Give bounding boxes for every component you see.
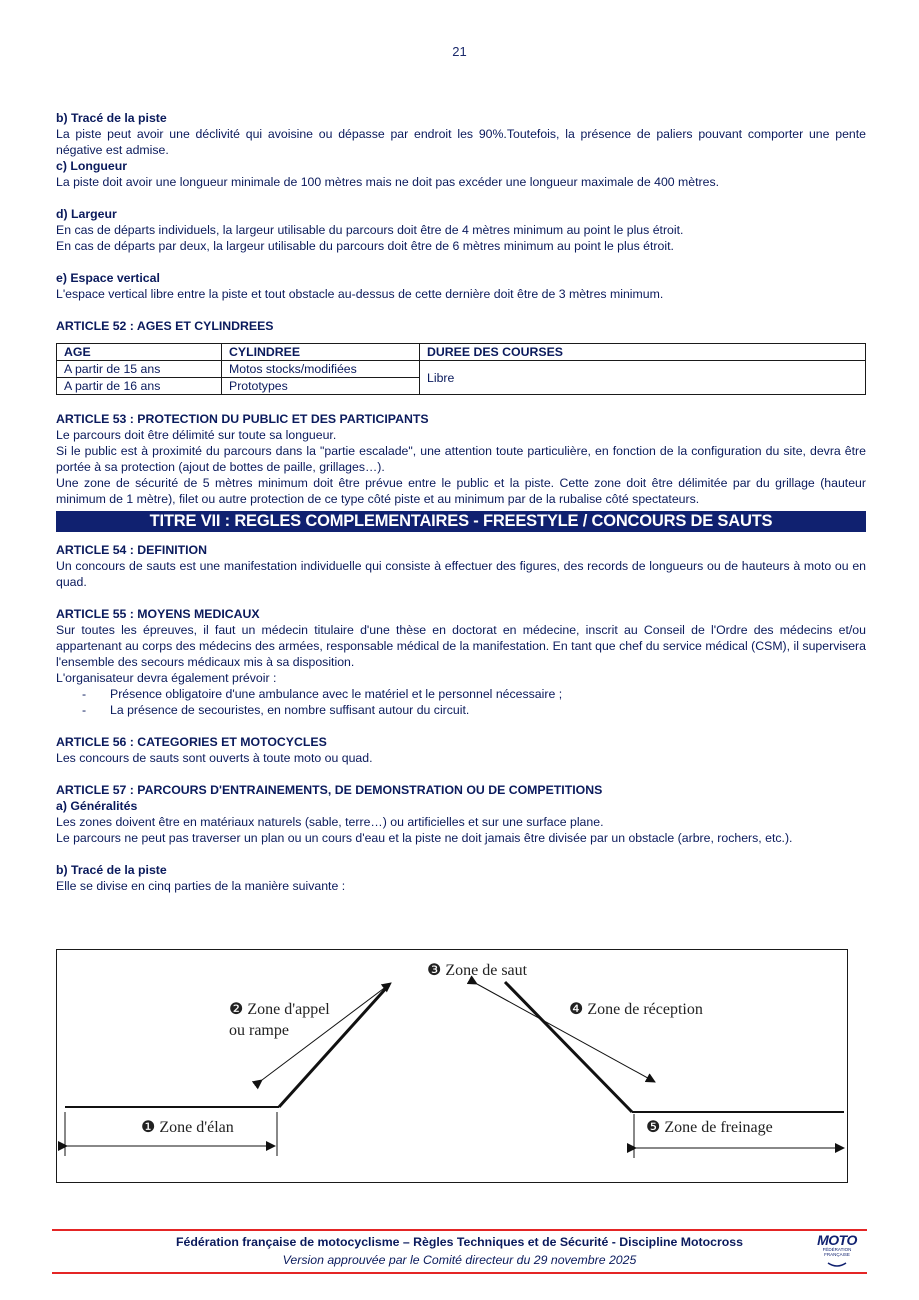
- paragraph: Les concours de sauts sont ouverts à toute moto ou quad.: [56, 751, 373, 765]
- paragraph: La piste doit avoir une longueur minimale de 100 mètres mais ne doit pas excéder une longueur maximale de 400 mètres.: [56, 175, 720, 189]
- table-cell: Prototypes: [222, 378, 420, 395]
- zone1-label: ❶ Zone d'élan: [141, 1119, 234, 1136]
- title-banner: TITRE VII : REGLES COMPLEMENTAIRES - FREESTYLE / CONCOURS DE SAUTS: [56, 511, 866, 532]
- bullet-list: [56, 686, 866, 718]
- column-header-duree: DUREE DES COURSES: [420, 344, 866, 361]
- paragraph: Le parcours ne peut pas traverser un plan ou un cours d'eau et la piste ne doit jamais être divisée par un obstacle (arbre, rochers, etc.).: [56, 831, 793, 845]
- article-heading: ARTICLE 57 : PARCOURS D'ENTRAINEMENTS, DE DEMONSTRATION OU DE COMPETITIONS: [56, 783, 603, 797]
- zone2-label: ❷ Zone d'appel: [229, 1001, 330, 1018]
- list-item: - La présence de secouristes, en nombre suffisant autour du circuit.: [82, 703, 470, 717]
- paragraph: Une zone de sécurité de 5 mètres minimum doit être prévue entre le public et la piste. Cette zone doit être délimitée par du grillage (hauteur minimum de 1 mètre), filet ou autre protection de ce type côté piste et au minimum par de la rubalise côté spectateurs.: [56, 476, 866, 506]
- zone2-label-line2: ou rampe: [229, 1022, 289, 1039]
- article-heading: ARTICLE 54 : DEFINITION: [56, 543, 207, 557]
- ages-cylindrees-table: [56, 343, 866, 395]
- paragraph: La piste peut avoir une déclivité qui avoisine ou dépasse par endroit les 90%.Toutefois, la présence de paliers pouvant comporter une pente négative est admise.: [56, 127, 866, 157]
- paragraph: Sur toutes les épreuves, il faut un médecin titulaire d'une thèse en doctorat en médecine, inscrit au Conseil de l'Ordre des médecins et/ou appartenant au corps des médecins des armées, responsable médical de la manifestation. En tant que chef du service médical (CSM), il supervisera l'ensemble des secours médicaux mis à sa disposition.: [56, 623, 866, 669]
- article-heading: ARTICLE 56 : CATEGORIES ET MOTOCYCLES: [56, 735, 327, 749]
- section-heading: d) Largeur: [56, 207, 117, 221]
- paragraph: En cas de départs individuels, la largeur utilisable du parcours doit être de 4 mètres minimum au point le plus étroit.: [56, 223, 684, 237]
- ffm-logo: [814, 1233, 860, 1269]
- table-cell: Motos stocks/modifiées: [222, 361, 420, 378]
- footer-version: Version approuvée par le Comité directeur du 29 novembre 2025: [282, 1253, 637, 1267]
- article-heading: ARTICLE 55 : MOYENS MEDICAUX: [56, 607, 260, 621]
- article-heading: ARTICLE 52 : AGES ET CYLINDREES: [56, 319, 274, 333]
- table-header-row: [57, 344, 866, 361]
- sub-heading: b) Tracé de la piste: [56, 863, 167, 877]
- table-cell: A partir de 15 ans: [57, 361, 222, 378]
- table-cell: A partir de 16 ans: [57, 378, 222, 395]
- zone4-arrow: [477, 984, 655, 1082]
- paragraph: Un concours de sauts est une manifestation individuelle qui consiste à effectuer des figures, des records de longueurs ou de hauteurs à moto ou en quad.: [56, 559, 866, 589]
- paragraph: Les zones doivent être en matériaux naturels (sable, terre…) ou artificielles et sur une surface plane.: [56, 815, 604, 829]
- logo-wordmark: MOTO: [817, 1232, 857, 1248]
- section-heading: b) Tracé de la piste: [56, 111, 167, 125]
- list-item: - Présence obligatoire d'une ambulance avec le matériel et le personnel nécessaire ;: [82, 687, 563, 701]
- diagram-drawing: [57, 950, 849, 1184]
- footer-rule-bottom: [52, 1272, 867, 1274]
- column-header-cylindree: CYLINDREE: [222, 344, 420, 361]
- paragraph: Elle se divise en cinq parties de la manière suivante :: [56, 879, 346, 893]
- page-number: 21: [452, 44, 467, 59]
- paragraph: L'organisateur devra également prévoir :: [56, 671, 277, 685]
- logo-swoosh-icon: [827, 1262, 847, 1268]
- sub-heading: a) Généralités: [56, 799, 138, 813]
- paragraph: Si le public est à proximité du parcours dans la "partie escalade", une attention toute particulière, en fonction de la configuration du site, devra être portée à sa protection (ajout de bottes de paille, grillages…).: [56, 444, 866, 474]
- column-header-age: AGE: [57, 344, 222, 361]
- zone3-label: ❸ Zone de saut: [427, 962, 528, 979]
- paragraph: L'espace vertical libre entre la piste et tout obstacle au-dessus de cette dernière doit être de 3 mètres minimum.: [56, 287, 664, 301]
- footer-title: Fédération française de motocyclisme – Règles Techniques et de Sécurité - Discipline Motocross: [176, 1235, 743, 1249]
- table-cell-duree: Libre: [420, 361, 866, 395]
- section-heading: e) Espace vertical: [56, 271, 160, 285]
- jump-track-diagram: [56, 949, 848, 1183]
- footer-rule-top: [52, 1229, 867, 1231]
- paragraph: En cas de départs par deux, la largeur utilisable du parcours doit être de 6 mètres minimum au point le plus étroit.: [56, 239, 674, 253]
- zone4-label: ❹ Zone de réception: [569, 1001, 703, 1018]
- section-heading: c) Longueur: [56, 159, 128, 173]
- article-heading: ARTICLE 53 : PROTECTION DU PUBLIC ET DES PARTICIPANTS: [56, 412, 429, 426]
- zone5-label: ❺ Zone de freinage: [646, 1119, 773, 1136]
- table-row: [57, 361, 866, 378]
- logo-subtitle: FÉDÉRATION FRANÇAISE: [822, 1247, 852, 1257]
- paragraph: Le parcours doit être délimité sur toute sa longueur.: [56, 428, 337, 442]
- page-content: [56, 110, 866, 894]
